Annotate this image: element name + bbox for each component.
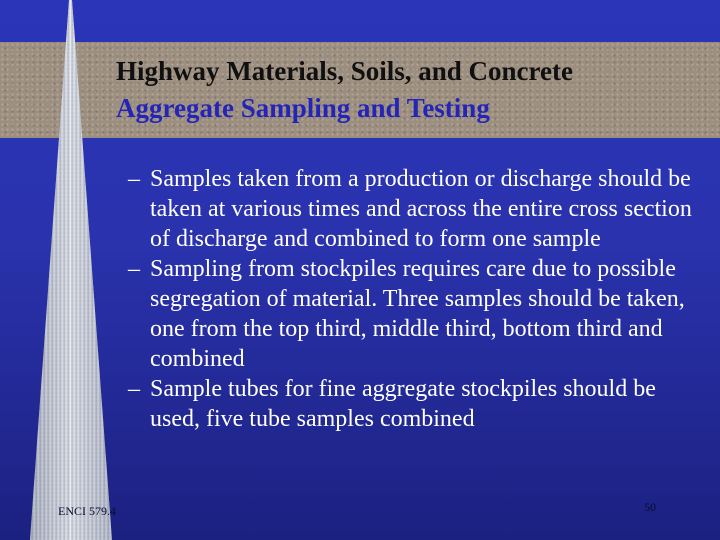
slide-title: Highway Materials, Soils, and Concrete [116, 56, 573, 86]
bullet-text: Sample tubes for fine aggregate stockpiles should be used, five tube samples combined [150, 376, 656, 432]
bullet-item [128, 374, 708, 434]
bullet-item [128, 164, 708, 254]
dash-marker: – [128, 376, 140, 402]
bullet-list [128, 164, 708, 434]
dash-marker: – [128, 256, 140, 282]
bullet-text: Samples taken from a production or discharge should be taken at various times and across the entire cross section of discharge and combined to form one sample [150, 166, 692, 252]
slide-subtitle: Aggregate Sampling and Testing [116, 93, 490, 123]
bullet-item [128, 254, 708, 374]
course-code-footer: ENCI 579.4 [58, 504, 116, 518]
page-number: 50 [644, 500, 656, 514]
dash-marker: – [128, 166, 140, 192]
bullet-text: Sampling from stockpiles requires care due to possible segregation of material. Three samples should be taken, one from the top third, middle third, bottom third and combined [150, 256, 685, 372]
